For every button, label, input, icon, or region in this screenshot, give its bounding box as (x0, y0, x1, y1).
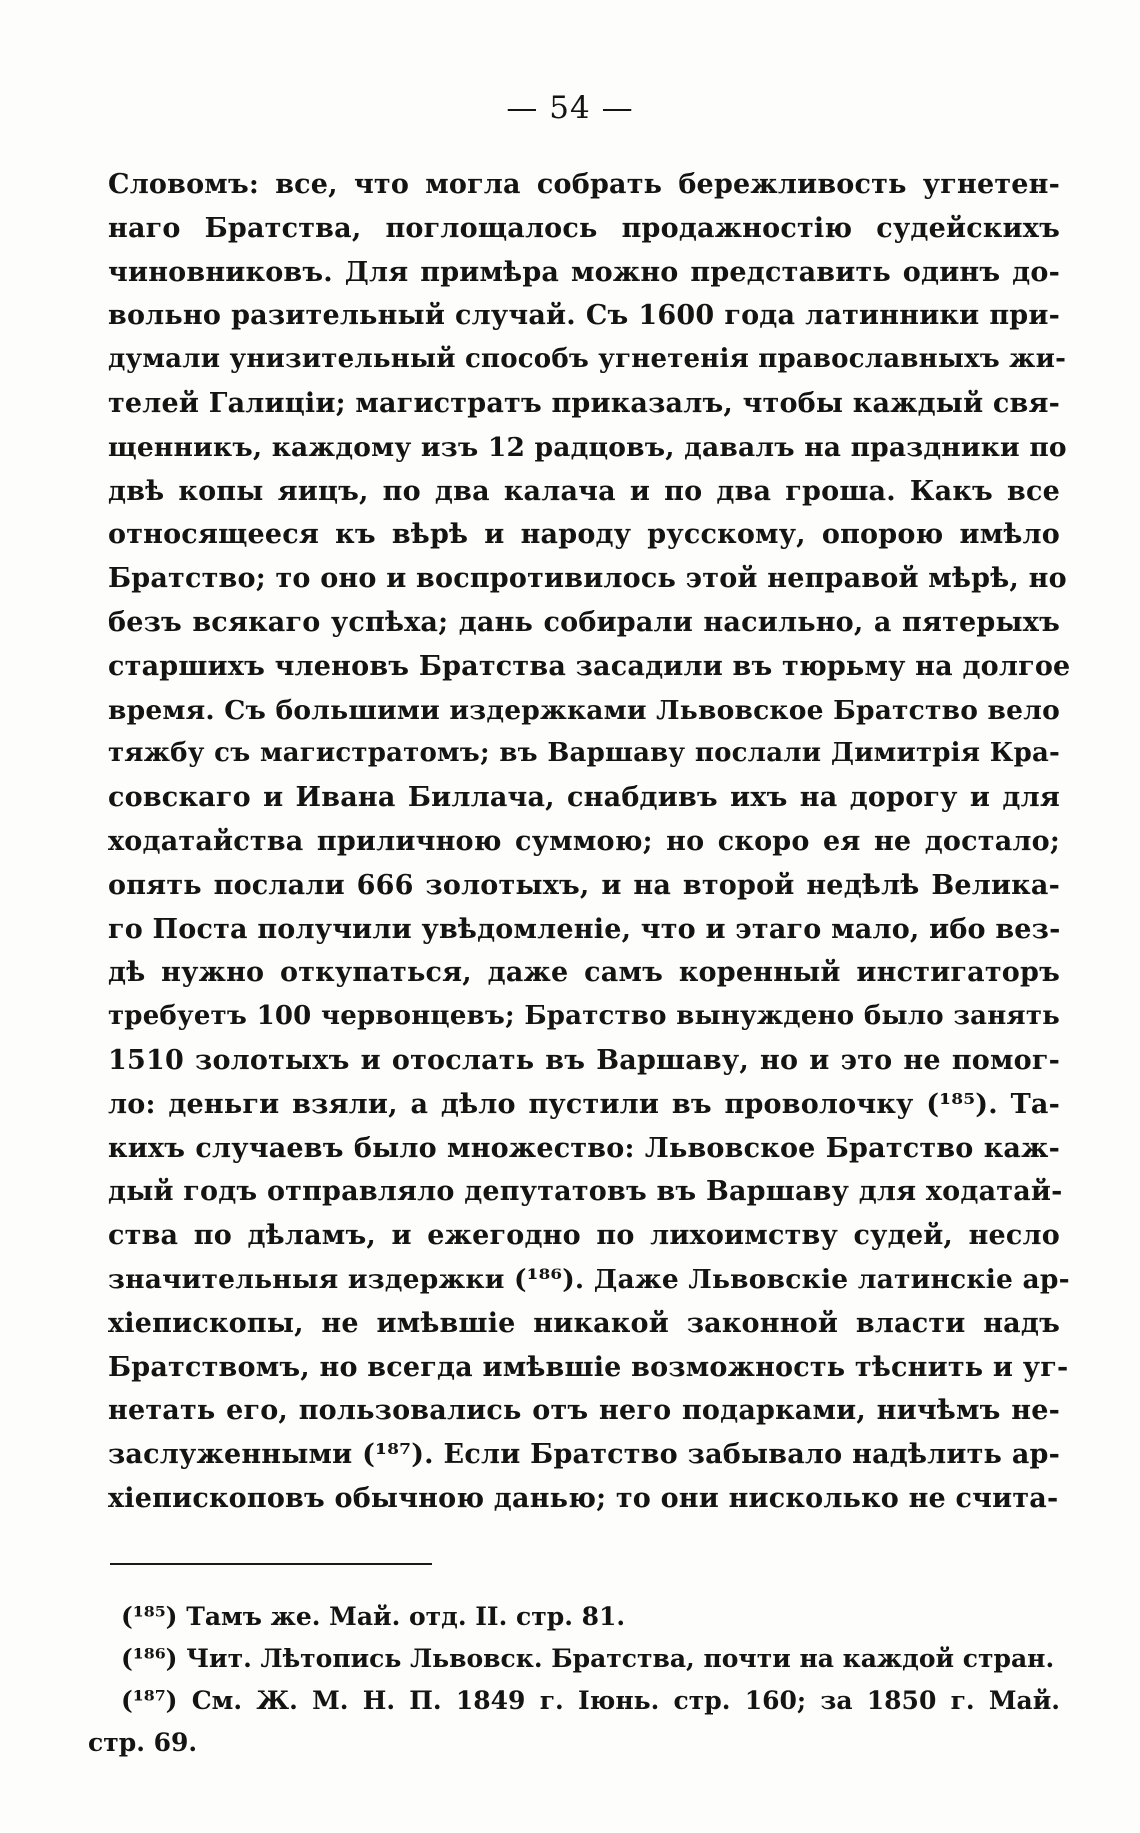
text-line: го Поста получили увѣдомленіе, что и этаго мало, ибо вез- (108, 913, 1061, 945)
text-line: ло: деньги взяли, а дѣло пустили въ проволочку (¹⁸⁵). Та- (108, 1088, 1060, 1120)
text-line: 1510 золотыхъ и отослать въ Варшаву, но и это не помог- (108, 1044, 1060, 1076)
text-line: тяжбу съ магистратомъ; въ Варшаву послали Димитрія Кра- (108, 738, 1060, 769)
text-line: ходатайства приличною суммою; но скоро ея не достало; (108, 825, 1060, 857)
text-line: думали унизительный способъ угнетенія православныхъ жи- (108, 344, 1067, 375)
text-line: чиновниковъ. Для примѣра можно представить одинъ до- (108, 256, 1060, 288)
text-line: значительныя издержки (¹⁸⁶). Даже Львовскіе латинскіе ар- (108, 1263, 1070, 1295)
text-line: безъ всякаго успѣха; дань собирали насильно, а пятерыхъ (108, 606, 1060, 638)
text-line: заслуженными (¹⁸⁷). Если Братство забывало надѣлить ар- (108, 1439, 1060, 1471)
text-line: совскаго и Ивана Биллача, снабдивъ ихъ на дорогу и для (108, 782, 1060, 814)
text-line: Словомъ: все, что могла собрать бережливость угнетен- (108, 169, 1060, 200)
footnote-185: (¹⁸⁵) Тамъ же. Май. отд. II. стр. 81. (121, 1602, 626, 1631)
text-line: старшихъ членовъ Братства засадили въ тюрьму на долгое (108, 650, 1071, 682)
text-line: относящееся къ вѣрѣ и народу русскому, опорою имѣло (108, 519, 1060, 551)
footnotes (88, 1596, 1060, 1764)
text-line: вольно разительный случай. Съ 1600 года латинники при- (108, 300, 1060, 332)
footnote-186: (¹⁸⁶) Чит. Лѣтопись Львовск. Братства, почти на каждой стран. (121, 1644, 1055, 1673)
text-line: щенникъ, каждому изъ 12 радцовъ, давалъ на праздники по (108, 431, 1067, 463)
text-line: нетать его, пользовались отъ него подарками, ничѣмъ не- (108, 1395, 1060, 1427)
text-line: опять послали 666 золотыхъ, и на второй недѣлѣ Велика- (108, 869, 1060, 901)
text-line: двѣ копы яицъ, по два калача и по два гроша. Какъ все (108, 475, 1060, 507)
page-number: — 54 — (506, 90, 634, 126)
text-line: кихъ случаевъ было множество: Львовское Братство каж- (108, 1132, 1060, 1164)
text-line: хіепископы, не имѣвшіе никакой законной власти надъ (108, 1307, 1060, 1339)
footnote-187: (¹⁸⁷) См. Ж. М. Н. П. 1849 г. Іюнь. стр. 160; за 1850 г. Май. (121, 1686, 1060, 1715)
text-line: хіепископовъ обычною данью; то они нисколько не счита- (108, 1482, 1059, 1514)
text-line: дый годъ отправляло депутатовъ въ Варшаву для ходатай- (108, 1176, 1063, 1208)
footnote-187-continuation: стр. 69. (88, 1728, 198, 1757)
text-line: требуетъ 100 червонцевъ; Братство вынуждено было занять (108, 1001, 1060, 1032)
footnote-divider (110, 1563, 432, 1565)
text-line: ства по дѣламъ, и ежегодно по лихоимству судей, несло (108, 1220, 1060, 1252)
text-line: наго Братства, поглощалось продажностію судейскихъ (108, 212, 1060, 244)
text-line: Братство; то оно и воспротивилось этой неправой мѣрѣ, но (108, 563, 1067, 595)
text-line: дѣ нужно откупаться, даже самъ коренный инстигаторъ (108, 957, 1060, 989)
text-line: Братствомъ, но всегда имѣвшіе возможность тѣснить и уг- (108, 1351, 1069, 1383)
text-line: телей Галиціи; магистратъ приказалъ, чтобы каждый свя- (108, 387, 1061, 419)
main-text (108, 163, 1071, 1521)
text-line: время. Съ большими издержками Львовское Братство вело (108, 694, 1060, 726)
